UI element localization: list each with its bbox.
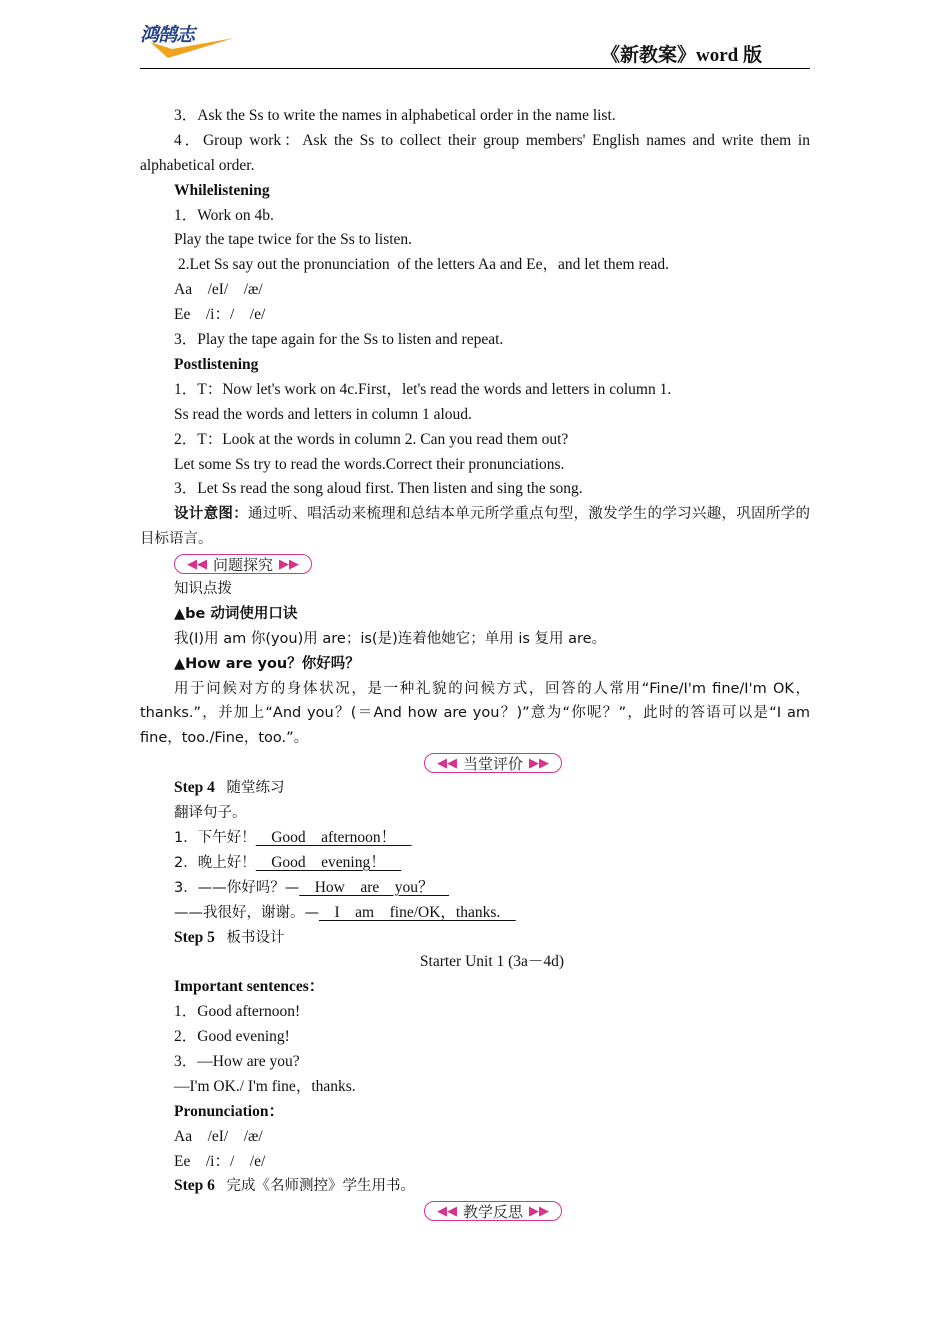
step-label: Step 5 <box>174 928 215 946</box>
sentence-item: 2．Good evening! <box>174 1028 290 1046</box>
logo-check-icon <box>148 36 238 62</box>
exercise-item <box>140 851 810 876</box>
phonetic-line: Aa /eI/ /æ/ <box>174 281 263 299</box>
step-title: 板书设计 <box>226 929 285 946</box>
phonetic-line: Ee /i：/ /e/ <box>174 306 266 324</box>
banner-label: 当堂评价 <box>462 754 523 773</box>
be-verb-rule: 我(I)用 am 你(you)用 are；is(是)连着他她它；单用 is 复用 are。 <box>174 630 607 647</box>
exercise-answer: How are you？ <box>299 878 450 896</box>
section-heading: Postlistening <box>174 355 259 373</box>
sentence-item: 1．Good afternoon! <box>174 1003 301 1021</box>
design-intent-label: 设计意图： <box>174 506 248 523</box>
knowledge-title: 知识点拨 <box>174 580 232 597</box>
important-sentences-heading: Important sentences： <box>174 978 325 996</box>
text-line: 3．Play the tape again for the Ss to listen and repeat. <box>174 331 504 349</box>
exercise-question: 2．晚上好！ <box>174 854 256 871</box>
sentence-item: —I'm OK./ I'm fine，thanks. <box>174 1077 356 1095</box>
text-line: 1．Work on 4b. <box>174 206 274 224</box>
double-left-arrow-icon: ◀◀ <box>436 755 457 771</box>
design-intent-text: 通过听、唱活动来梳理和总结本单元所学重点句型，激发学生的学习兴趣，巩固所学的目标语言。 <box>140 506 811 548</box>
exercise-answer: Good evening！ <box>255 853 402 871</box>
text-line: 2.Let Ss say out the pronunciation of the letters Aa and Ee，and let them read. <box>174 256 670 274</box>
text-line: Let some Ss try to read the words.Correct their pronunciations. <box>174 455 565 473</box>
be-verb-heading: ▲be 动词使用口诀 <box>174 605 298 622</box>
document-body <box>140 104 810 1224</box>
banner-pill <box>174 554 312 574</box>
phonetic-line: Ee /i：/ /e/ <box>174 1152 266 1170</box>
double-left-arrow-icon: ◀◀ <box>436 1203 457 1219</box>
double-right-arrow-icon: ▶▶ <box>529 1203 549 1219</box>
exercise-answer: Good afternoon！ <box>255 828 412 846</box>
banner-pill <box>424 753 562 773</box>
step-title: 随堂练习 <box>226 780 285 797</box>
step5-heading <box>140 926 810 951</box>
banner-label: 教学反思 <box>462 1202 523 1221</box>
step6-line <box>140 1174 810 1199</box>
logo-text: 鸿鹄志 <box>140 24 195 46</box>
page-header <box>140 18 810 70</box>
text-line: 3．Let Ss read the song aloud first. Then listen and sing the song. <box>174 480 583 498</box>
exercise-question: 1．下午好！ <box>174 829 256 846</box>
double-left-arrow-icon: ◀◀ <box>186 556 207 572</box>
exercise-question: 3．——你好吗？— <box>174 879 300 896</box>
text-line: 3．Ask the Ss to write the names in alphabetical order in the name list. <box>174 107 616 124</box>
how-are-you-explanation: 用于问候对方的身体状况，是一种礼貌的问候方式，回答的人常用“Fine/I'm fine/I'm OK，thanks.”，并加上“And you？(＝And how are you？)”意为“你呢？”，此时的答语可以是“I am fine，too./Fine，too.”。 <box>140 680 810 747</box>
design-intent-paragraph <box>140 502 810 552</box>
banner-teaching-reflection <box>140 1199 810 1224</box>
double-right-arrow-icon: ▶▶ <box>279 556 299 572</box>
section-heading: Whilelistening <box>174 181 270 199</box>
text-line: 1．T：Now let's work on 4c.First，let's read the words and letters in column 1. <box>174 380 672 398</box>
step-label: Step 6 <box>174 1177 215 1195</box>
exercise-item <box>140 901 810 926</box>
exercise-item <box>140 826 810 851</box>
banner-label: 问题探究 <box>212 555 273 574</box>
banner-class-evaluation <box>140 751 810 776</box>
text-line: 2．T：Look at the words in column 2. Can you read them out? <box>174 430 569 448</box>
sentence-item: 3．—How are you? <box>174 1052 300 1070</box>
double-right-arrow-icon: ▶▶ <box>529 755 549 771</box>
step-text: 完成《名师测控》学生用书。 <box>226 1178 416 1195</box>
how-are-you-heading: ▲How are you？你好吗？ <box>174 655 360 672</box>
header-rule <box>140 68 810 69</box>
exercise-question: ——我很好，谢谢。— <box>174 904 319 921</box>
text-line: Ss read the words and letters in column 1 aloud. <box>174 405 472 423</box>
logo <box>140 18 240 64</box>
brand-title: 《新教案》word 版 <box>601 45 762 66</box>
board-title: Starter Unit 1 (3a－4d) <box>419 953 565 971</box>
exercise-item <box>140 876 810 901</box>
banner-pill <box>424 1201 562 1221</box>
exercise-answer: I am fine/OK，thanks. <box>319 903 516 921</box>
text-paragraph: 4．Group work：Ask the Ss to collect their group members' English names and write them in alphabetical order. <box>140 131 810 174</box>
exercise-instruction: 翻译句子。 <box>174 805 247 822</box>
banner-problem-inquiry <box>140 552 810 577</box>
text-line: Play the tape twice for the Ss to listen. <box>174 231 413 249</box>
step4-heading <box>140 776 810 801</box>
phonetic-line: Aa /eI/ /æ/ <box>174 1127 263 1145</box>
pronunciation-heading: Pronunciation： <box>174 1102 284 1120</box>
step-label: Step 4 <box>174 779 215 797</box>
